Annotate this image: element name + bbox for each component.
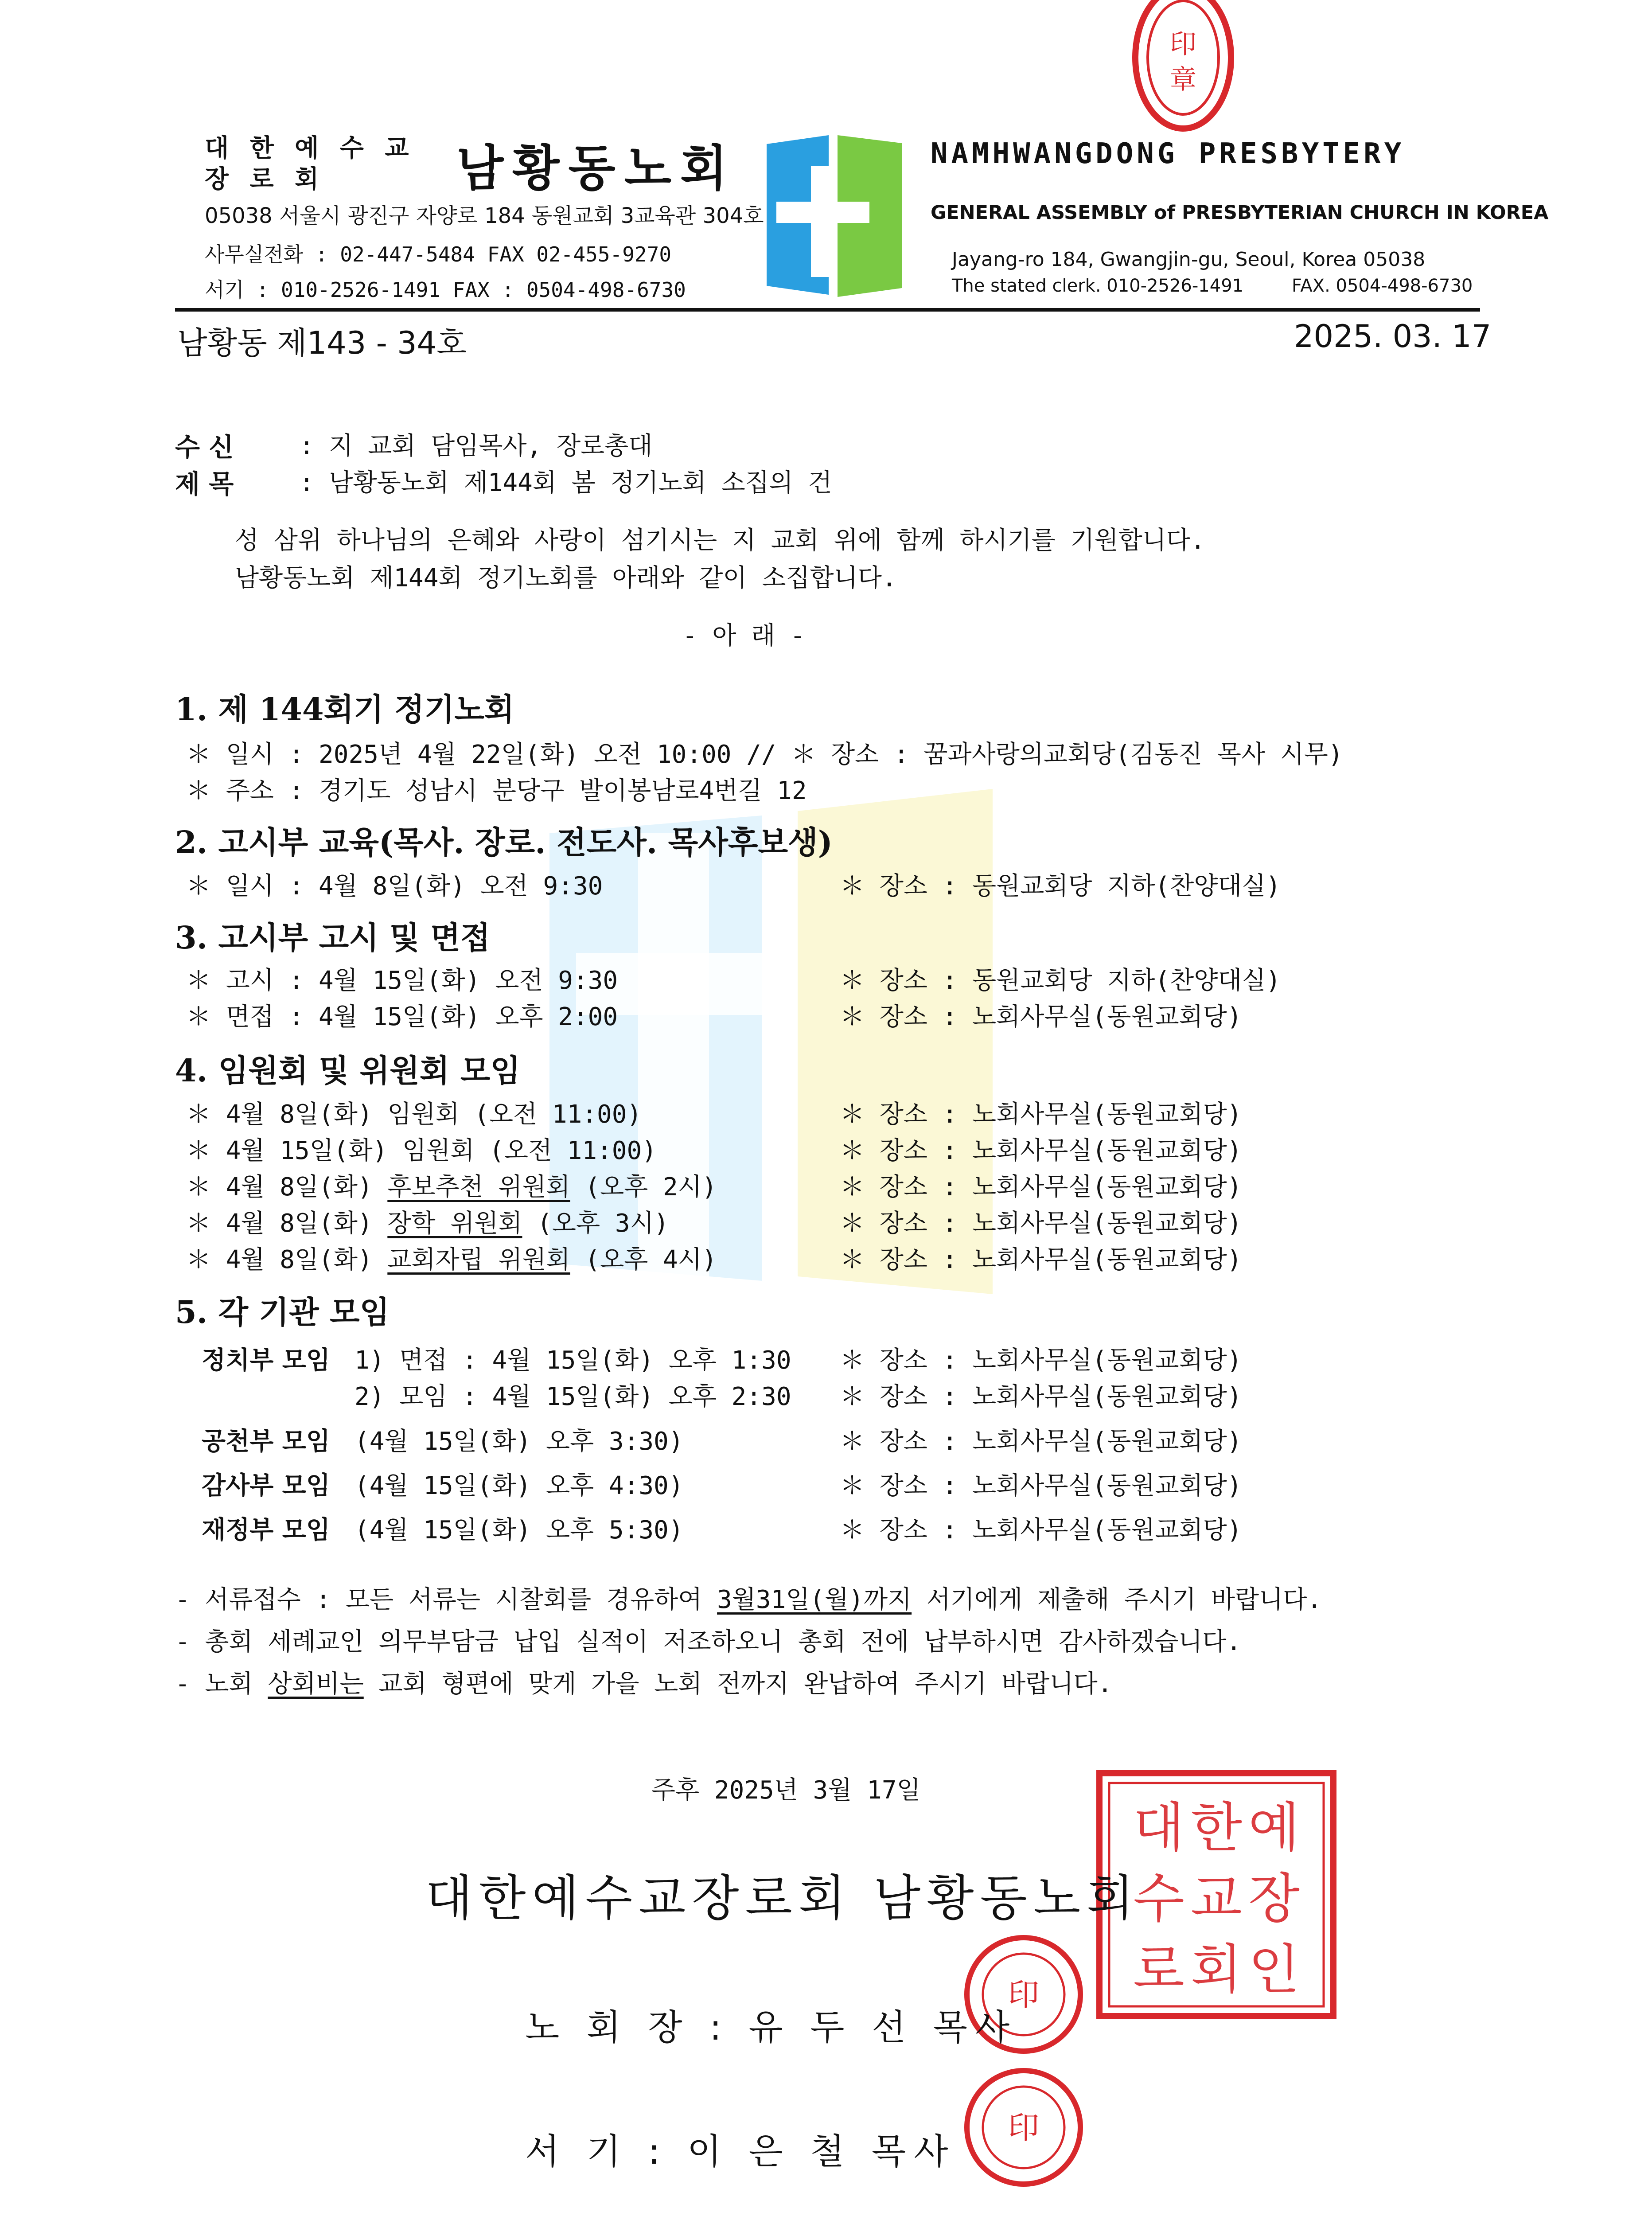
presbytery-name-ko: 남황동노회 (456, 140, 736, 197)
section-4-title: 4. 임원회 및 위원회 모임 (175, 1052, 521, 1089)
finance-label: 재정부 모임 (202, 1516, 330, 1545)
note-1-post: 서기에게 제출해 주시기 바랍니다. (912, 1585, 1322, 1614)
section-2-where: ＊ 장소 : 동원교회당 지하(찬양대실) (840, 872, 1281, 901)
svg-text:인: 인 (1248, 1939, 1300, 2001)
row5-committee: 교회자립 위원회 (387, 1245, 570, 1274)
note-1-deadline: 3월31일(월)까지 (717, 1585, 912, 1614)
letterhead-divider (175, 308, 1480, 312)
politics-line1-place: ＊ 장소 : 노회사무실(동원교회당) (840, 1346, 1242, 1375)
svg-text:로: 로 (1133, 1939, 1184, 2001)
section-4-row2: ＊ 4월 15일(화) 임원회 (오전 11:00) (186, 1136, 657, 1165)
moderator: 노 회 장 : 유 두 선 목사 (525, 2007, 1018, 2048)
section-3-interview-when: ＊ 면접 : 4월 15일(화) 오후 2:00 (186, 1003, 618, 1031)
svg-text:회: 회 (1191, 1939, 1242, 2001)
nomination-place: ＊ 장소 : 노회사무실(동원교회당) (840, 1427, 1242, 1456)
office-phone: 사무실전화 : 02-447-5484 FAX 02-455-9270 (205, 242, 672, 266)
svg-text:장: 장 (1248, 1868, 1300, 1930)
section-4-row2-place: ＊ 장소 : 노회사무실(동원교회당) (840, 1136, 1242, 1165)
section-3-exam-where: ＊ 장소 : 동원교회당 지하(찬양대실) (840, 966, 1281, 995)
clerk-seal (962, 2065, 1086, 2189)
note-2: - 총회 세례교인 의무부담금 납입 실적이 저조하오니 총회 전에 납부하시면 감사하겠습니다. (175, 1627, 1242, 1656)
note-3-fee: 상회비는 (268, 1670, 364, 1698)
row4-time: (오후 3시) (522, 1209, 669, 1238)
doc-number: 남황동 제143 - 34호 (177, 325, 467, 361)
section-2-when: ＊ 일시 : 4월 8일(화) 오전 9:30 (186, 872, 603, 901)
politics-line2-place: ＊ 장소 : 노회사무실(동원교회당) (840, 1382, 1242, 1411)
section-4-row4 (186, 1204, 669, 1239)
section-4-row3 (186, 1167, 717, 1203)
clerk-phone: 서기 : 010-2526-1491 FAX : 0504-498-6730 (205, 278, 686, 302)
general-assembly-en: GENERAL ASSEMBLY of PRESBYTERIAN CHURCH IN KOREA (931, 202, 1549, 224)
section-4-row5 (186, 1240, 717, 1276)
recipient: : 지 교회 담임목사, 장로총대 (299, 432, 653, 460)
svg-text:교: 교 (1191, 1868, 1242, 1930)
svg-text:수: 수 (1133, 1868, 1184, 1930)
section-1-title: 1. 제 144회기 정기노회 (175, 691, 514, 728)
greeting-line2: 남황동노회 제144회 정기노회를 아래와 같이 소집합니다. (235, 564, 897, 593)
svg-text:章: 章 (1170, 64, 1196, 95)
section-3-interview-where: ＊ 장소 : 노회사무실(동원교회당) (840, 1003, 1242, 1031)
section-4-row1: ＊ 4월 8일(화) 임원회 (오전 11:00) (186, 1100, 642, 1129)
nomination-label: 공천부 모임 (202, 1427, 330, 1456)
politics-line1: 1) 면접 : 4월 15일(화) 오후 1:30 (355, 1346, 791, 1375)
politics-label: 정치부 모임 (202, 1346, 330, 1375)
svg-text:印: 印 (1008, 2110, 1039, 2146)
note-1-pre: - 서류접수 : 모든 서류는 시찰회를 경유하여 (175, 1585, 717, 1614)
section-3-exam-when: ＊ 고시 : 4월 15일(화) 오전 9:30 (186, 966, 618, 995)
note-1 (175, 1580, 1322, 1615)
audit-time: (4월 15일(화) 오후 4:30) (355, 1471, 684, 1500)
fax-en: FAX. 0504-498-6730 (1292, 276, 1473, 296)
subject-label: 제 목 (175, 469, 234, 499)
politics-line2: 2) 모임 : 4월 15일(화) 오후 2:30 (355, 1382, 791, 1411)
note-3-post: 교회 형편에 맞게 가을 노회 전까지 완납하여 주시기 바랍니다. (363, 1670, 1113, 1698)
row3-date: ＊ 4월 8일(화) (186, 1173, 388, 1202)
denomination-line1: 대 한 예 수 교 (205, 134, 415, 163)
top-seal-stamp (1132, 0, 1234, 142)
row4-date: ＊ 4월 8일(화) (186, 1209, 388, 1238)
svg-text:예: 예 (1248, 1797, 1300, 1859)
note-3 (175, 1664, 1112, 1700)
denomination-line2: 장 로 회 (205, 165, 325, 194)
closing-date: 주후 2025년 3월 17일 (651, 1776, 921, 1805)
section-2-title: 2. 고시부 교육(목사. 장로. 전도사. 목사후보생) (175, 824, 833, 861)
row5-date: ＊ 4월 8일(화) (186, 1245, 388, 1274)
below-marker: - 아 래 - (682, 621, 805, 650)
row5-time: (오후 4시) (570, 1245, 717, 1274)
address-ko: 05038 서울시 광진구 자양로 184 동원교회 3교육관 304호 (205, 203, 764, 228)
address-en: Jayang-ro 184, Gwangjin-gu, Seoul, Korea 05038 (952, 248, 1426, 271)
clerk: 서 기 : 이 은 철 목사 (525, 2131, 956, 2172)
section-3-title: 3. 고시부 고시 및 면접 (175, 919, 491, 956)
presbytery-name-en: NAMHWANGDONG PRESBYTERY (931, 137, 1405, 170)
svg-text:印: 印 (1008, 1977, 1039, 2013)
doc-date: 2025. 03. 17 (1294, 318, 1492, 355)
subject: : 남황동노회 제144회 봄 정기노회 소집의 건 (299, 468, 832, 497)
svg-text:대: 대 (1133, 1797, 1184, 1859)
closing-org: 대한예수교장로회 남황동노회 (425, 1870, 1140, 1927)
section-5-title: 5. 각 기관 모임 (175, 1294, 390, 1330)
section-1-line2: ＊ 주소 : 경기도 성남시 분당구 발이봉남로4번길 12 (186, 776, 807, 805)
svg-text:한: 한 (1191, 1797, 1242, 1859)
audit-place: ＊ 장소 : 노회사무실(동원교회당) (840, 1471, 1242, 1500)
section-4-row3-place: ＊ 장소 : 노회사무실(동원교회당) (840, 1173, 1242, 1202)
section-4-row5-place: ＊ 장소 : 노회사무실(동원교회당) (840, 1245, 1242, 1274)
audit-label: 감사부 모임 (202, 1471, 330, 1500)
nomination-time: (4월 15일(화) 오후 3:30) (355, 1427, 684, 1456)
section-4-row1-place: ＊ 장소 : 노회사무실(동원교회당) (840, 1100, 1242, 1129)
section-1-line1: ＊ 일시 : 2025년 4월 22일(화) 오전 10:00 // ＊ 장소 : 꿈과사랑의교회당(김동진 목사 시무) (186, 740, 1343, 769)
recipient-label: 수 신 (175, 432, 234, 462)
section-4-row4-place: ＊ 장소 : 노회사무실(동원교회당) (840, 1209, 1242, 1238)
finance-time: (4월 15일(화) 오후 5:30) (355, 1516, 684, 1545)
row4-committee: 장학 위원회 (387, 1209, 522, 1238)
presbytery-logo (767, 135, 904, 299)
clerk-en: The stated clerk. 010-2526-1491 (952, 276, 1244, 296)
finance-place: ＊ 장소 : 노회사무실(동원교회당) (840, 1516, 1242, 1545)
note-3-pre: - 노회 (175, 1670, 268, 1698)
row3-time: (오후 2시) (570, 1173, 717, 1202)
svg-text:印: 印 (1170, 29, 1196, 60)
row3-committee: 후보추천 위원회 (387, 1173, 570, 1202)
greeting-line1: 성 삼위 하나님의 은혜와 사랑이 섬기시는 지 교회 위에 함께 하시기를 기원합니다. (235, 526, 1205, 555)
